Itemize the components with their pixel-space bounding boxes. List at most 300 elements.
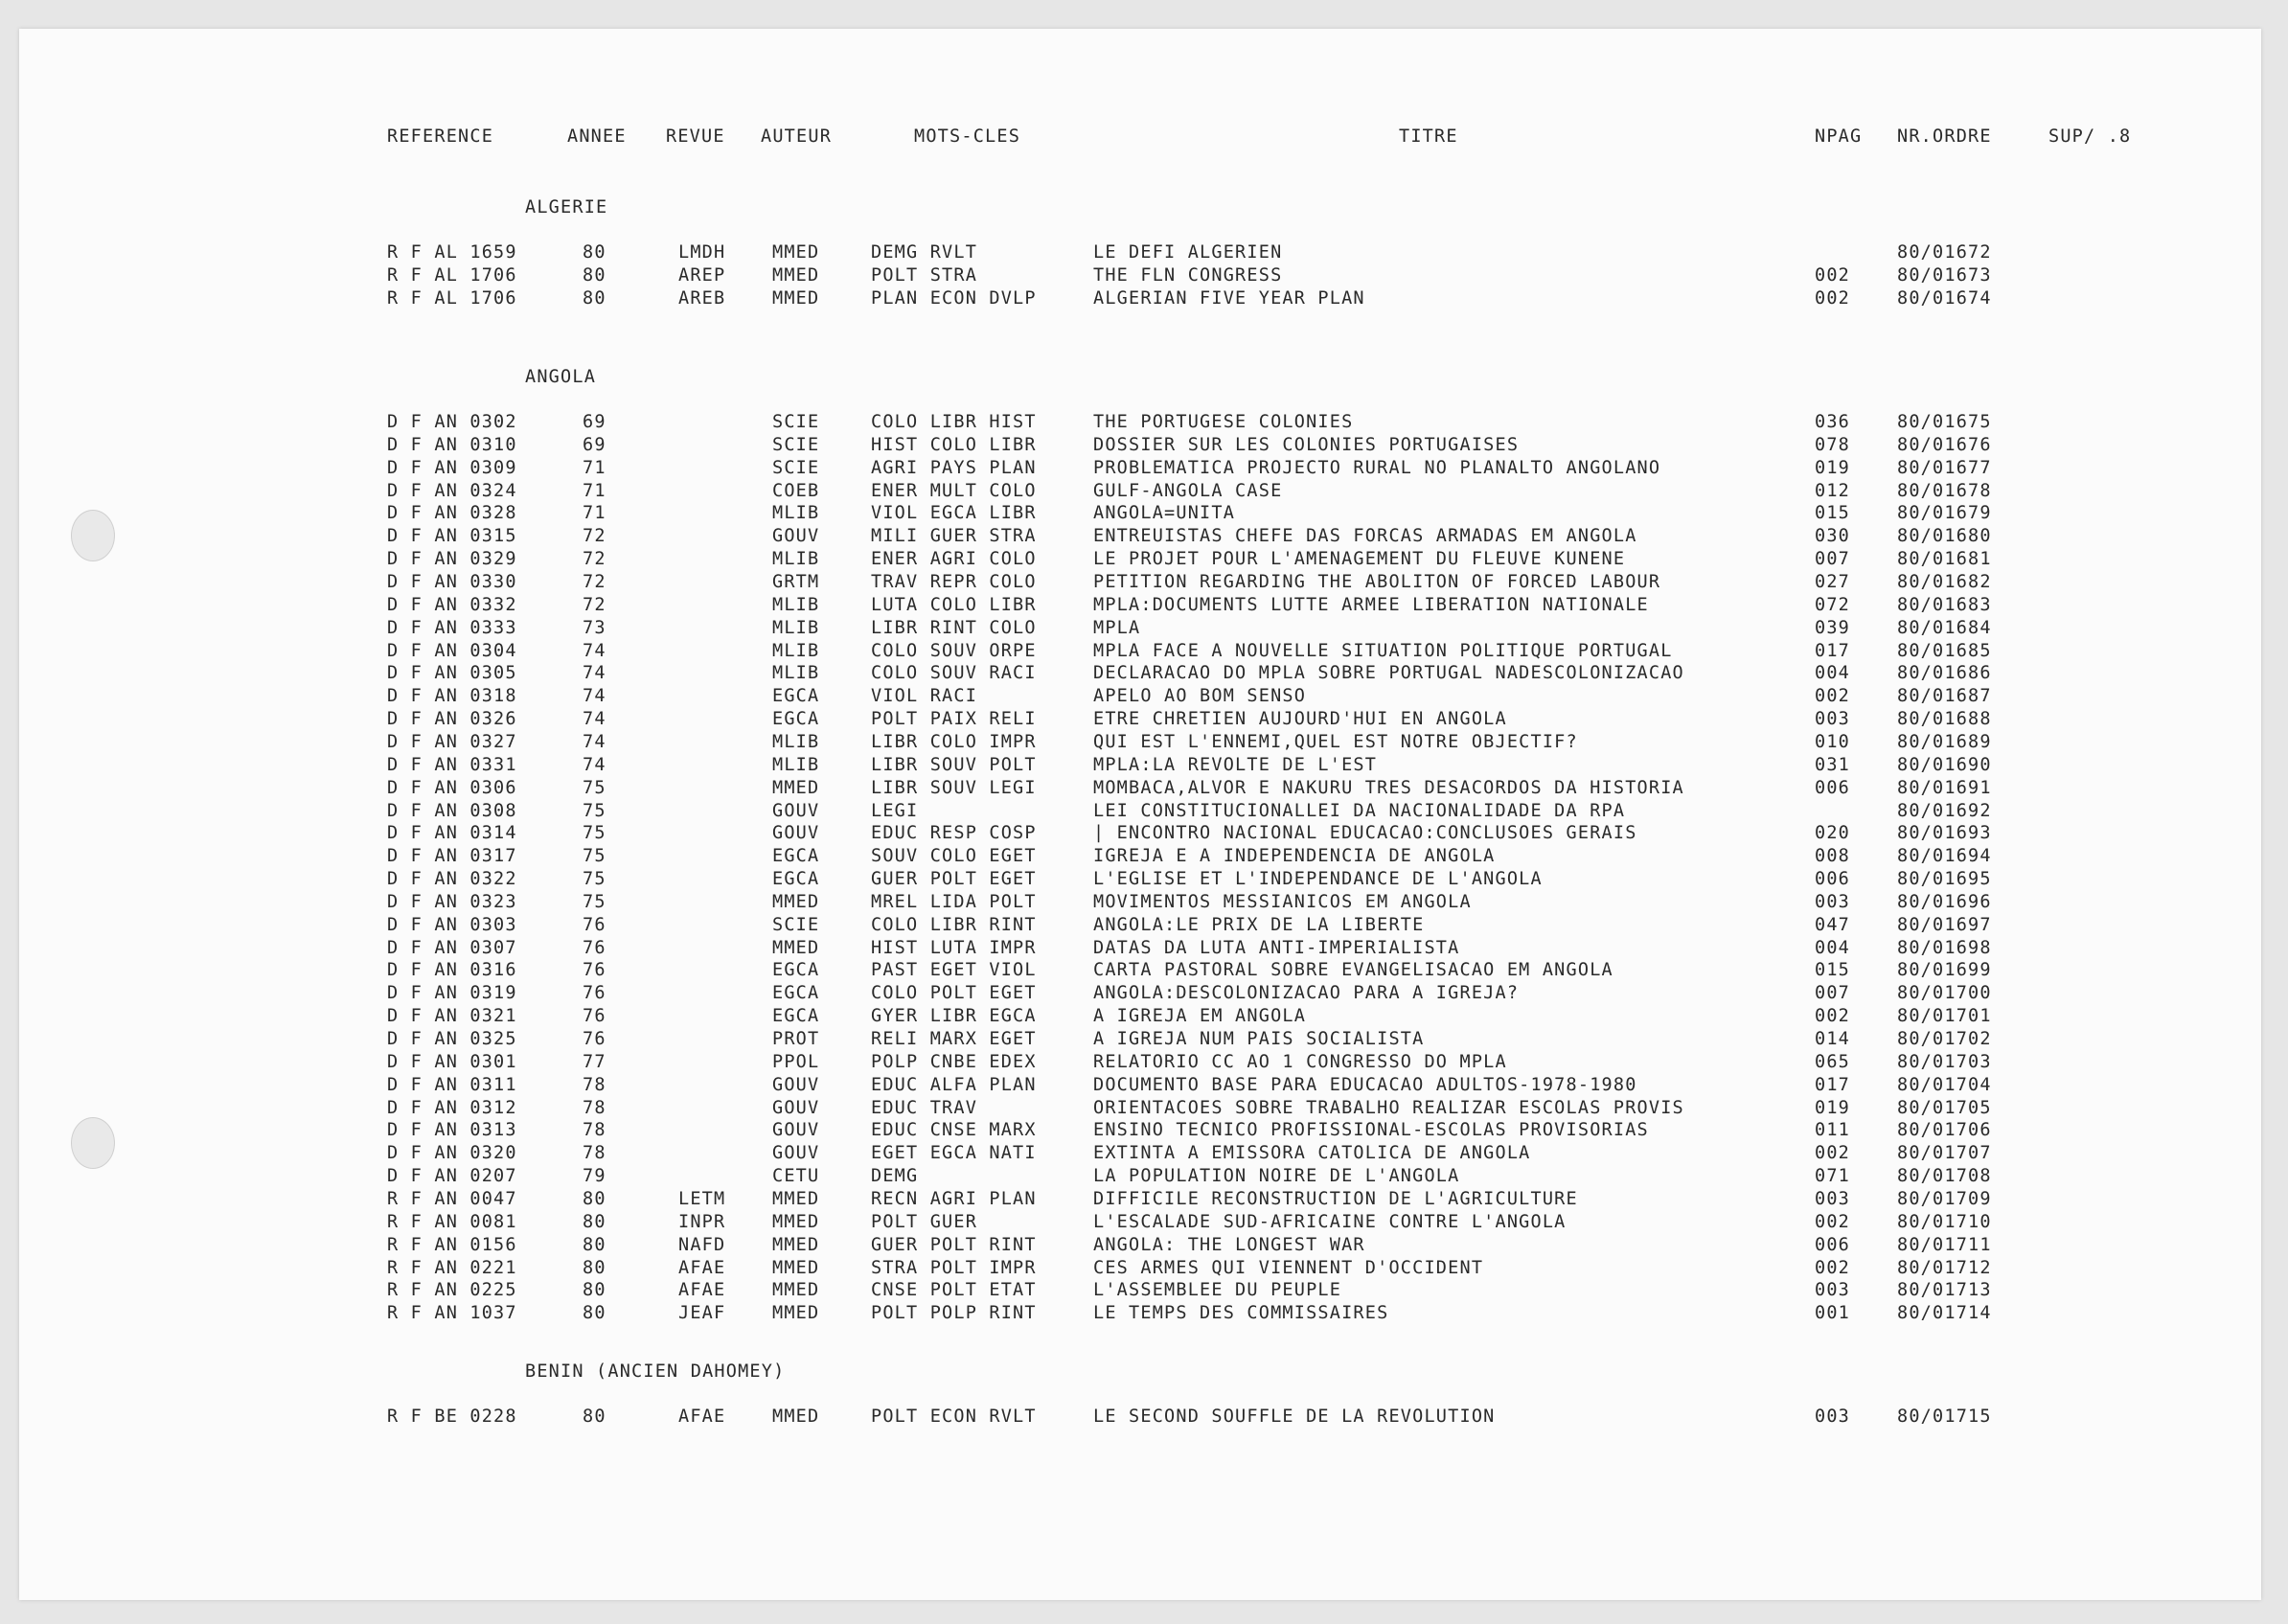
- cell-annee: 72: [583, 549, 606, 570]
- cell-auteur: MLIB: [772, 503, 820, 524]
- cell-npag: 078: [1815, 434, 1851, 455]
- cell-mots-cles: PAST EGET VIOL: [871, 960, 1037, 981]
- table-row: [19, 937, 2261, 960]
- table-row: [19, 640, 2261, 663]
- cell-revue: AREP: [678, 264, 726, 286]
- cell-mots-cles: EGET EGCA NATI: [871, 1143, 1037, 1164]
- cell-titre: A IGREJA NUM PAIS SOCIALISTA: [1093, 1029, 1425, 1049]
- cell-npag: 002: [1815, 686, 1851, 707]
- cell-reference: D F AN 0312: [387, 1097, 517, 1118]
- cell-nr-ordre: 80/01700: [1897, 983, 1992, 1004]
- cell-nr-ordre: 80/01676: [1897, 434, 1992, 455]
- cell-annee: 80: [583, 1407, 606, 1427]
- cell-mots-cles: LIBR SOUV LEGI: [871, 777, 1037, 798]
- cell-npag: 003: [1815, 709, 1851, 729]
- cell-titre: DATAS DA LUTA ANTI-IMPERIALISTA: [1093, 937, 1460, 958]
- cell-npag: 003: [1815, 1407, 1851, 1427]
- cell-nr-ordre: 80/01688: [1897, 709, 1992, 729]
- cell-npag: 007: [1815, 983, 1851, 1004]
- cell-annee: 80: [583, 1188, 606, 1209]
- cell-titre: ENTREUISTAS CHEFE DAS FORCAS ARMADAS EM ANGOLA: [1093, 526, 1637, 547]
- table-row: [19, 548, 2261, 571]
- cell-annee: 77: [583, 1051, 606, 1072]
- cell-auteur: MMED: [772, 264, 820, 286]
- cell-titre: MPLA: [1093, 617, 1141, 638]
- cell-mots-cles: LIBR COLO IMPR: [871, 731, 1037, 752]
- header-nr-ordre: NR.ORDRE: [1897, 126, 1992, 147]
- cell-auteur: PPOL: [772, 1051, 820, 1072]
- cell-auteur: SCIE: [772, 412, 820, 432]
- cell-titre: CES ARMES QUI VIENNENT D'OCCIDENT: [1093, 1257, 1484, 1278]
- cell-auteur: MMED: [772, 1280, 820, 1301]
- cell-reference: D F AN 0317: [387, 846, 517, 867]
- cell-annee: 75: [583, 869, 606, 889]
- table-row: [19, 1302, 2261, 1325]
- cell-npag: 071: [1815, 1166, 1851, 1187]
- cell-auteur: MMED: [772, 1188, 820, 1209]
- header-reference: REFERENCE: [387, 126, 494, 147]
- cell-nr-ordre: 80/01698: [1897, 937, 1992, 958]
- cell-annee: 76: [583, 937, 606, 958]
- cell-nr-ordre: 80/01675: [1897, 412, 1992, 432]
- cell-auteur: GOUV: [772, 1074, 820, 1095]
- cell-auteur: MMED: [772, 891, 820, 912]
- cell-auteur: COEB: [772, 480, 820, 501]
- cell-nr-ordre: 80/01684: [1897, 617, 1992, 638]
- cell-nr-ordre: 80/01687: [1897, 686, 1992, 707]
- cell-reference: D F AN 0307: [387, 937, 517, 958]
- cell-mots-cles: EDUC TRAV: [871, 1097, 978, 1118]
- cell-titre: DIFFICILE RECONSTRUCTION DE L'AGRICULTURE: [1093, 1188, 1578, 1209]
- cell-titre: | ENCONTRO NACIONAL EDUCACAO:CONCLUSOES GERAIS: [1093, 823, 1637, 844]
- cell-nr-ordre: 80/01696: [1897, 891, 1992, 912]
- cell-mots-cles: HIST LUTA IMPR: [871, 937, 1037, 958]
- cell-annee: 72: [583, 594, 606, 615]
- cell-npag: 003: [1815, 891, 1851, 912]
- cell-auteur: EGCA: [772, 869, 820, 889]
- cell-auteur: MMED: [772, 242, 820, 263]
- cell-auteur: MMED: [772, 1257, 820, 1278]
- cell-mots-cles: STRA POLT IMPR: [871, 1257, 1037, 1278]
- cell-nr-ordre: 80/01709: [1897, 1188, 1992, 1209]
- table-row: [19, 708, 2261, 731]
- cell-auteur: MMED: [772, 1407, 820, 1427]
- cell-reference: D F AN 0305: [387, 663, 517, 684]
- section-title: BENIN (ANCIEN DAHOMEY): [525, 1361, 786, 1382]
- cell-mots-cles: COLO POLT EGET: [871, 983, 1037, 1004]
- cell-nr-ordre: 80/01679: [1897, 503, 1992, 524]
- table-row: [19, 1165, 2261, 1188]
- section-title: ALGERIE: [525, 197, 608, 217]
- cell-reference: D F AN 0330: [387, 572, 517, 592]
- header-titre: TITRE: [1399, 126, 1458, 147]
- cell-mots-cles: LUTA COLO LIBR: [871, 594, 1037, 615]
- cell-reference: D F AN 0320: [387, 1143, 517, 1164]
- cell-reference: D F AN 0319: [387, 983, 517, 1004]
- cell-nr-ordre: 80/01699: [1897, 960, 1992, 981]
- cell-titre: QUI EST L'ENNEMI,QUEL EST NOTRE OBJECTIF?: [1093, 731, 1578, 752]
- cell-annee: 78: [583, 1074, 606, 1095]
- cell-nr-ordre: 80/01682: [1897, 572, 1992, 592]
- cell-reference: D F AN 0310: [387, 434, 517, 455]
- cell-reference: R F AL 1659: [387, 242, 517, 263]
- cell-mots-cles: MREL LIDA POLT: [871, 891, 1037, 912]
- cell-reference: R F AN 1037: [387, 1303, 517, 1324]
- cell-mots-cles: HIST COLO LIBR: [871, 434, 1037, 455]
- cell-nr-ordre: 80/01690: [1897, 754, 1992, 775]
- header-npag: NPAG: [1815, 126, 1863, 147]
- cell-annee: 76: [583, 960, 606, 981]
- cell-nr-ordre: 80/01714: [1897, 1303, 1992, 1324]
- cell-annee: 72: [583, 572, 606, 592]
- cell-auteur: SCIE: [772, 434, 820, 455]
- cell-auteur: MMED: [772, 1303, 820, 1324]
- cell-annee: 74: [583, 686, 606, 707]
- cell-npag: 017: [1815, 1074, 1851, 1095]
- cell-reference: R F BE 0228: [387, 1407, 517, 1427]
- header-auteur: AUTEUR: [761, 126, 833, 147]
- cell-titre: A IGREJA EM ANGOLA: [1093, 1006, 1307, 1027]
- cell-titre: LEI CONSTITUCIONALLEI DA NACIONALIDADE DA RPA: [1093, 800, 1626, 821]
- cell-mots-cles: COLO LIBR HIST: [871, 412, 1037, 432]
- cell-nr-ordre: 80/01692: [1897, 800, 1992, 821]
- cell-auteur: MMED: [772, 1211, 820, 1232]
- cell-reference: D F AN 0309: [387, 457, 517, 478]
- cell-titre: CARTA PASTORAL SOBRE EVANGELISACAO EM ANGOLA: [1093, 960, 1613, 981]
- cell-reference: D F AN 0302: [387, 412, 517, 432]
- cell-nr-ordre: 80/01708: [1897, 1166, 1992, 1187]
- cell-mots-cles: VIOL RACI: [871, 686, 978, 707]
- header-mots-cles: MOTS-CLES: [914, 126, 1021, 147]
- cell-npag: 006: [1815, 869, 1851, 889]
- cell-reference: D F AN 0333: [387, 617, 517, 638]
- cell-nr-ordre: 80/01694: [1897, 846, 1992, 867]
- cell-revue: LETM: [678, 1188, 726, 1209]
- cell-annee: 76: [583, 1029, 606, 1049]
- table-row: [19, 525, 2261, 548]
- cell-mots-cles: PLAN ECON DVLP: [871, 287, 1037, 309]
- cell-titre: APELO AO BOM SENSO: [1093, 686, 1307, 707]
- cell-annee: 80: [583, 242, 606, 263]
- cell-mots-cles: COLO SOUV ORPE: [871, 640, 1037, 661]
- cell-titre: IGREJA E A INDEPENDENCIA DE ANGOLA: [1093, 846, 1496, 867]
- cell-nr-ordre: 80/01701: [1897, 1006, 1992, 1027]
- cell-nr-ordre: 80/01685: [1897, 640, 1992, 661]
- cell-reference: D F AN 0326: [387, 709, 517, 729]
- cell-mots-cles: POLT GUER: [871, 1211, 978, 1232]
- cell-mots-cles: POLT STRA: [871, 264, 978, 286]
- cell-titre: MOMBACA,ALVOR E NAKURU TRES DESACORDOS DA HISTORIA: [1093, 777, 1684, 798]
- cell-auteur: EGCA: [772, 960, 820, 981]
- cell-nr-ordre: 80/01674: [1897, 287, 1992, 309]
- cell-auteur: PROT: [772, 1029, 820, 1049]
- cell-nr-ordre: 80/01680: [1897, 526, 1992, 547]
- cell-reference: D F AN 0314: [387, 823, 517, 844]
- table-row: [19, 685, 2261, 708]
- table-row: [19, 800, 2261, 823]
- cell-nr-ordre: 80/01704: [1897, 1074, 1992, 1095]
- cell-mots-cles: EDUC ALFA PLAN: [871, 1074, 1037, 1095]
- table-row: [19, 434, 2261, 457]
- cell-mots-cles: POLT PAIX RELI: [871, 709, 1037, 729]
- cell-revue: AFAE: [678, 1280, 726, 1301]
- cell-annee: 75: [583, 800, 606, 821]
- cell-reference: R F AN 0225: [387, 1280, 517, 1301]
- table-row: [19, 1257, 2261, 1280]
- cell-titre: LE DEFI ALGERIEN: [1093, 242, 1283, 263]
- cell-auteur: GOUV: [772, 1097, 820, 1118]
- cell-mots-cles: GUER POLT EGET: [871, 869, 1037, 889]
- cell-npag: 015: [1815, 960, 1851, 981]
- table-row: [19, 457, 2261, 480]
- table-row: [19, 959, 2261, 982]
- cell-nr-ordre: 80/01686: [1897, 663, 1992, 684]
- cell-nr-ordre: 80/01693: [1897, 823, 1992, 844]
- cell-auteur: GOUV: [772, 823, 820, 844]
- cell-auteur: MMED: [772, 937, 820, 958]
- cell-annee: 80: [583, 1303, 606, 1324]
- cell-mots-cles: POLP CNBE EDEX: [871, 1051, 1037, 1072]
- cell-reference: D F AN 0327: [387, 731, 517, 752]
- cell-npag: 004: [1815, 663, 1851, 684]
- cell-titre: GULF-ANGOLA CASE: [1093, 480, 1283, 501]
- cell-titre: L'ASSEMBLEE DU PEUPLE: [1093, 1280, 1342, 1301]
- cell-reference: D F AN 0323: [387, 891, 517, 912]
- column-header-row: [19, 126, 2261, 149]
- cell-nr-ordre: 80/01702: [1897, 1029, 1992, 1049]
- table-row: [19, 1051, 2261, 1074]
- cell-titre: MPLA:DOCUMENTS LUTTE ARMEE LIBERATION NATIONALE: [1093, 594, 1649, 615]
- cell-npag: 072: [1815, 594, 1851, 615]
- cell-titre: LE SECOND SOUFFLE DE LA REVOLUTION: [1093, 1407, 1496, 1427]
- cell-npag: 019: [1815, 1097, 1851, 1118]
- table-row: [19, 731, 2261, 754]
- cell-auteur: EGCA: [772, 709, 820, 729]
- table-row: [19, 1005, 2261, 1028]
- cell-auteur: EGCA: [772, 983, 820, 1004]
- cell-auteur: MLIB: [772, 731, 820, 752]
- cell-auteur: MLIB: [772, 594, 820, 615]
- cell-auteur: MLIB: [772, 663, 820, 684]
- cell-titre: ALGERIAN FIVE YEAR PLAN: [1093, 287, 1365, 309]
- cell-auteur: MLIB: [772, 549, 820, 570]
- cell-annee: 80: [583, 1211, 606, 1232]
- cell-npag: 014: [1815, 1029, 1851, 1049]
- cell-titre: ANGOLA:DESCOLONIZACAO PARA A IGREJA?: [1093, 983, 1520, 1004]
- cell-npag: 002: [1815, 287, 1851, 309]
- cell-auteur: MLIB: [772, 640, 820, 661]
- cell-annee: 80: [583, 1234, 606, 1255]
- cell-annee: 71: [583, 503, 606, 524]
- cell-reference: D F AN 0331: [387, 754, 517, 775]
- cell-auteur: EGCA: [772, 846, 820, 867]
- cell-reference: R F AN 0221: [387, 1257, 517, 1278]
- cell-npag: 002: [1815, 1211, 1851, 1232]
- table-row: [19, 1234, 2261, 1257]
- cell-mots-cles: ENER MULT COLO: [871, 480, 1037, 501]
- cell-npag: 017: [1815, 640, 1851, 661]
- cell-nr-ordre: 80/01705: [1897, 1097, 1992, 1118]
- cell-nr-ordre: 80/01715: [1897, 1407, 1992, 1427]
- cell-npag: 008: [1815, 846, 1851, 867]
- cell-mots-cles: VIOL EGCA LIBR: [871, 503, 1037, 524]
- cell-mots-cles: MILI GUER STRA: [871, 526, 1037, 547]
- cell-auteur: CETU: [772, 1166, 820, 1187]
- cell-titre: PROBLEMATICA PROJECTO RURAL NO PLANALTO ANGOLANO: [1093, 457, 1661, 478]
- cell-mots-cles: RELI MARX EGET: [871, 1029, 1037, 1049]
- cell-reference: D F AN 0329: [387, 549, 517, 570]
- cell-annee: 71: [583, 480, 606, 501]
- cell-auteur: EGCA: [772, 686, 820, 707]
- cell-mots-cles: EDUC CNSE MARX: [871, 1120, 1037, 1141]
- cell-annee: 74: [583, 640, 606, 661]
- cell-revue: LMDH: [678, 242, 726, 263]
- table-row: [19, 868, 2261, 891]
- cell-nr-ordre: 80/01673: [1897, 264, 1992, 286]
- cell-reference: D F AN 0306: [387, 777, 517, 798]
- cell-annee: 69: [583, 434, 606, 455]
- cell-auteur: GOUV: [772, 1143, 820, 1164]
- cell-reference: D F AN 0308: [387, 800, 517, 821]
- cell-npag: 031: [1815, 754, 1851, 775]
- cell-nr-ordre: 80/01681: [1897, 549, 1992, 570]
- table-row: [19, 1074, 2261, 1097]
- cell-titre: DECLARACAO DO MPLA SOBRE PORTUGAL NADESCOLONIZACAO: [1093, 663, 1684, 684]
- cell-reference: R F AN 0156: [387, 1234, 517, 1255]
- cell-annee: 69: [583, 412, 606, 432]
- cell-reference: D F AN 0207: [387, 1166, 517, 1187]
- cell-reference: D F AN 0321: [387, 1006, 517, 1027]
- cell-mots-cles: ENER AGRI COLO: [871, 549, 1037, 570]
- cell-npag: 006: [1815, 1234, 1851, 1255]
- cell-annee: 78: [583, 1097, 606, 1118]
- cell-npag: 002: [1815, 1006, 1851, 1027]
- cell-revue: INPR: [678, 1211, 726, 1232]
- table-row: [19, 754, 2261, 777]
- cell-reference: D F AN 0328: [387, 503, 517, 524]
- cell-mots-cles: RECN AGRI PLAN: [871, 1188, 1037, 1209]
- cell-npag: 027: [1815, 572, 1851, 592]
- cell-mots-cles: LEGI: [871, 800, 919, 821]
- cell-mots-cles: LIBR SOUV POLT: [871, 754, 1037, 775]
- cell-nr-ordre: 80/01710: [1897, 1211, 1992, 1232]
- cell-titre: THE PORTUGESE COLONIES: [1093, 412, 1354, 432]
- cell-annee: 75: [583, 891, 606, 912]
- table-row: [19, 1188, 2261, 1211]
- cell-titre: LE PROJET POUR L'AMENAGEMENT DU FLEUVE KUNENE: [1093, 549, 1626, 570]
- cell-titre: THE FLN CONGRESS: [1093, 264, 1283, 286]
- cell-titre: MPLA:LA REVOLTE DE L'EST: [1093, 754, 1378, 775]
- cell-npag: 011: [1815, 1120, 1851, 1141]
- cell-npag: 006: [1815, 777, 1851, 798]
- cell-auteur: GOUV: [772, 526, 820, 547]
- cell-nr-ordre: 80/01706: [1897, 1120, 1992, 1141]
- cell-mots-cles: POLT POLP RINT: [871, 1303, 1037, 1324]
- table-row: [19, 822, 2261, 845]
- cell-mots-cles: COLO SOUV RACI: [871, 663, 1037, 684]
- cell-npag: 010: [1815, 731, 1851, 752]
- cell-auteur: GRTM: [772, 572, 820, 592]
- cell-annee: 74: [583, 731, 606, 752]
- cell-npag: 003: [1815, 1188, 1851, 1209]
- cell-revue: NAFD: [678, 1234, 726, 1255]
- document-page: [19, 29, 2261, 1600]
- cell-npag: 030: [1815, 526, 1851, 547]
- table-row: [19, 287, 2261, 310]
- cell-auteur: MMED: [772, 287, 820, 309]
- cell-mots-cles: GUER POLT RINT: [871, 1234, 1037, 1255]
- cell-npag: 003: [1815, 1280, 1851, 1301]
- cell-annee: 75: [583, 846, 606, 867]
- cell-annee: 79: [583, 1166, 606, 1187]
- cell-annee: 74: [583, 709, 606, 729]
- cell-reference: D F AN 0322: [387, 869, 517, 889]
- cell-annee: 80: [583, 287, 606, 309]
- table-row: [19, 982, 2261, 1005]
- cell-npag: 007: [1815, 549, 1851, 570]
- table-row: [19, 480, 2261, 503]
- cell-npag: 012: [1815, 480, 1851, 501]
- table-row: [19, 662, 2261, 685]
- cell-annee: 76: [583, 914, 606, 935]
- cell-npag: 065: [1815, 1051, 1851, 1072]
- cell-npag: 019: [1815, 457, 1851, 478]
- cell-titre: PETITION REGARDING THE ABOLITON OF FORCED LABOUR: [1093, 572, 1661, 592]
- table-row: [19, 777, 2261, 800]
- cell-titre: DOSSIER SUR LES COLONIES PORTUGAISES: [1093, 434, 1520, 455]
- cell-nr-ordre: 80/01697: [1897, 914, 1992, 935]
- cell-reference: D F AN 0311: [387, 1074, 517, 1095]
- cell-annee: 71: [583, 457, 606, 478]
- cell-reference: R F AN 0081: [387, 1211, 517, 1232]
- cell-reference: D F AN 0315: [387, 526, 517, 547]
- table-row: [19, 502, 2261, 525]
- table-row: [19, 1097, 2261, 1120]
- cell-titre: ANGOLA=UNITA: [1093, 503, 1236, 524]
- cell-npag: 002: [1815, 1257, 1851, 1278]
- cell-reference: D F AN 0318: [387, 686, 517, 707]
- cell-nr-ordre: 80/01713: [1897, 1280, 1992, 1301]
- cell-auteur: SCIE: [772, 914, 820, 935]
- cell-nr-ordre: 80/01711: [1897, 1234, 1992, 1255]
- cell-revue: AREB: [678, 287, 726, 309]
- cell-titre: ANGOLA:LE PRIX DE LA LIBERTE: [1093, 914, 1425, 935]
- table-row: [19, 411, 2261, 434]
- cell-auteur: GOUV: [772, 1120, 820, 1141]
- cell-npag: 002: [1815, 264, 1851, 286]
- table-row: [19, 1142, 2261, 1165]
- header-revue: REVUE: [666, 126, 725, 147]
- cell-auteur: MMED: [772, 1234, 820, 1255]
- cell-npag: 002: [1815, 1143, 1851, 1164]
- cell-auteur: GOUV: [772, 800, 820, 821]
- cell-auteur: EGCA: [772, 1006, 820, 1027]
- cell-titre: L'EGLISE ET L'INDEPENDANCE DE L'ANGOLA: [1093, 869, 1543, 889]
- cell-mots-cles: GYER LIBR EGCA: [871, 1006, 1037, 1027]
- cell-npag: 047: [1815, 914, 1851, 935]
- cell-auteur: SCIE: [772, 457, 820, 478]
- cell-annee: 76: [583, 1006, 606, 1027]
- cell-nr-ordre: 80/01677: [1897, 457, 1992, 478]
- cell-nr-ordre: 80/01672: [1897, 242, 1992, 263]
- cell-nr-ordre: 80/01707: [1897, 1143, 1992, 1164]
- cell-titre: LE TEMPS DES COMMISSAIRES: [1093, 1303, 1389, 1324]
- table-row: [19, 241, 2261, 264]
- cell-auteur: MMED: [772, 777, 820, 798]
- table-row: [19, 1279, 2261, 1302]
- cell-reference: R F AN 0047: [387, 1188, 517, 1209]
- cell-npag: 004: [1815, 937, 1851, 958]
